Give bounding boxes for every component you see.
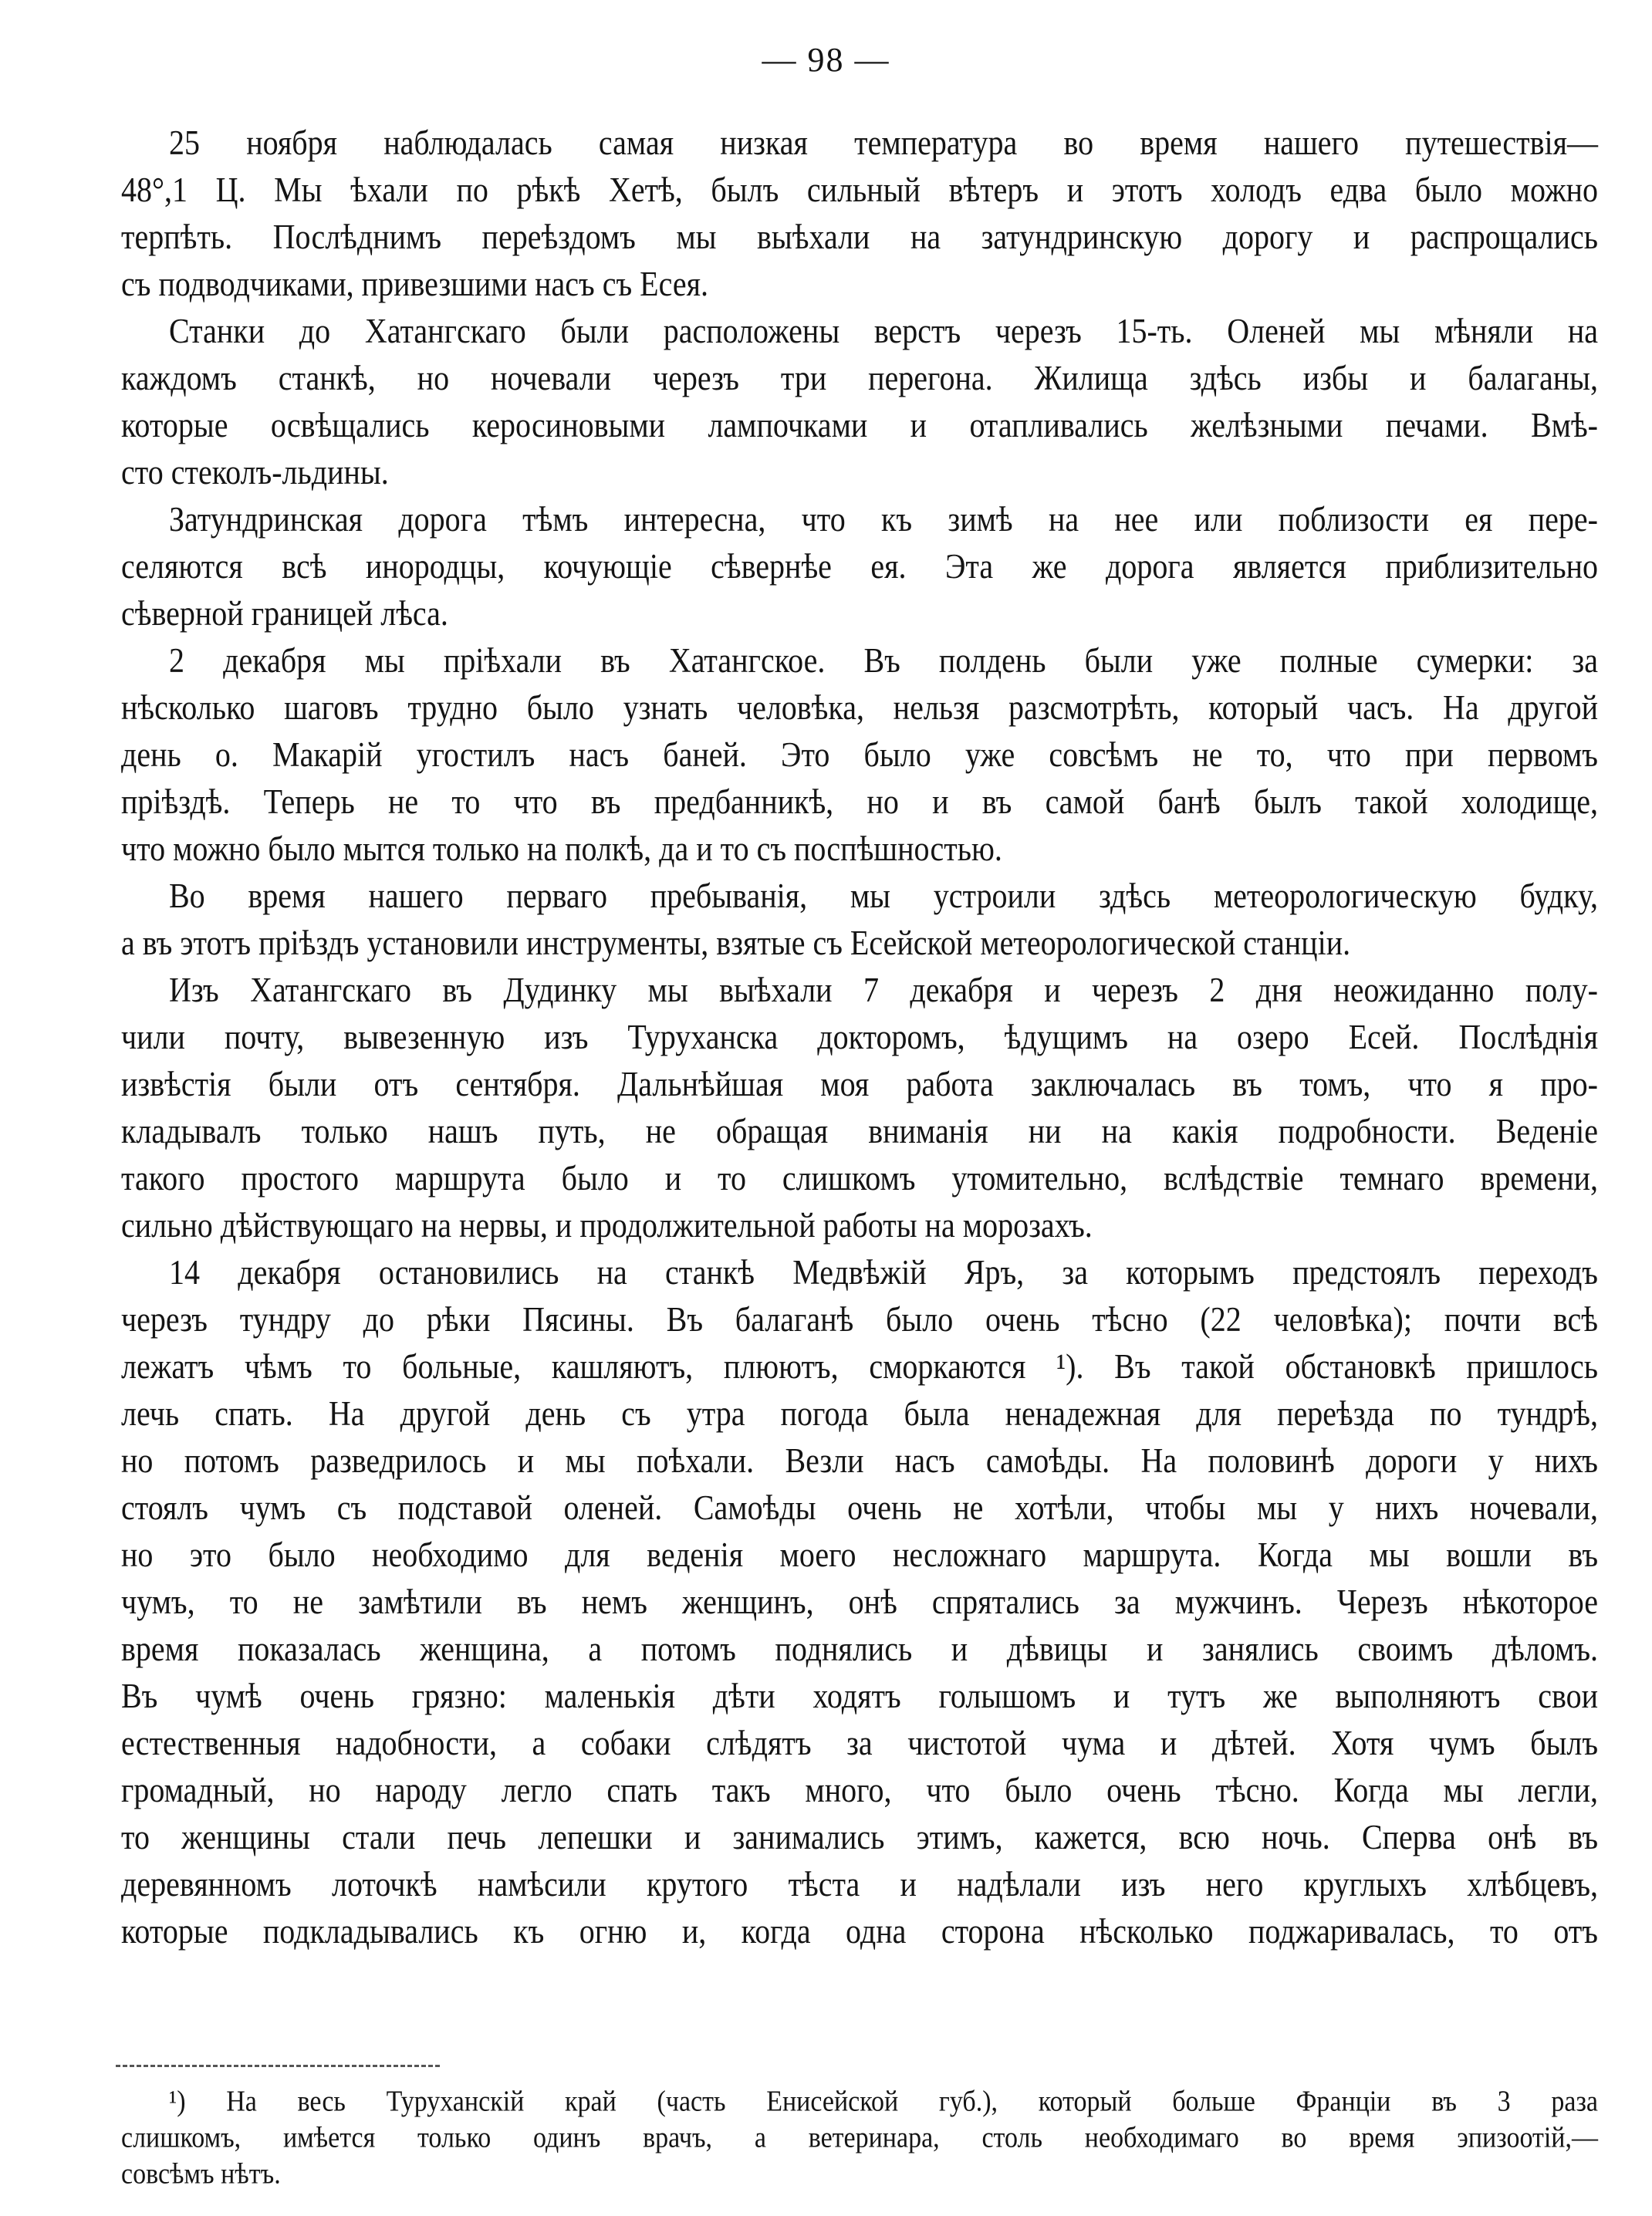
text-line: Въ чумѣ очень грязно: маленькія дѣти ходятъ голышомъ и тутъ же выполняютъ свои (121, 1675, 1598, 1716)
paragraph (121, 872, 1598, 966)
footnote-line: слишкомъ, имѣется только одинъ врачъ, а ветеринара, столь необходимаго во время эпизоотій,— (121, 2121, 1598, 2154)
text-line: лежатъ чѣмъ то больные, кашляютъ, плюютъ, сморкаются ¹). Въ такой обстановкѣ пришлось (121, 1346, 1598, 1387)
text-line: пріѣздѣ. Теперь не то что въ предбанникѣ, но и въ самой банѣ былъ такой холодище, (121, 781, 1598, 822)
paragraph (121, 119, 1598, 307)
text-line: такого простого маршрута было и то слишкомъ утомительно, вслѣдствіе темнаго времени, (121, 1157, 1598, 1198)
page-number: — 98 — (762, 41, 890, 79)
text-line: Во время нашего перваго пребыванія, мы устроили здѣсь метеорологическую будку, (169, 875, 1598, 916)
paragraph (121, 966, 1598, 1248)
text-line: но это было необходимо для веденія моего несложнаго маршрута. Когда мы вошли въ (121, 1534, 1598, 1575)
text-line: сѣверной границей лѣса. (121, 593, 448, 633)
footnote-line: ¹) На весь Туруханскій край (часть Енисейской губ.), который больше Франціи въ 3 раза (169, 2085, 1598, 2118)
footnote-line: совсѣмъ нѣтъ. (121, 2157, 281, 2191)
text-line: черезъ тундру до рѣки Пясины. Въ балаганѣ было очень тѣсно (22 человѣка); почти всѣ (121, 1299, 1598, 1339)
text-line: а въ этотъ пріѣздъ установили инструменты, взятые съ Есейской метеорологической станціи. (121, 922, 1351, 963)
text-line: то женщины стали печь лепешки и занимались этимъ, кажется, всю ночь. Сперва онѣ въ (121, 1816, 1598, 1857)
text-line: деревянномъ лоточкѣ намѣсили крутого тѣста и надѣлали изъ него круглыхъ хлѣбцевъ, (121, 1863, 1598, 1904)
text-line: естественныя надобности, а собаки слѣдятъ за чистотой чума и дѣтей. Хотя чумъ былъ (121, 1722, 1598, 1763)
text-line: съ подводчиками, привезшими насъ съ Есея. (121, 263, 708, 304)
text-line: но потомъ разведрилось и мы поѣхали. Везли насъ самоѣды. На половинѣ дороги у нихъ (121, 1440, 1598, 1481)
text-line: кладывалъ только нашъ путь, не обращая вниманія ни на какія подробности. Веденіе (121, 1110, 1598, 1151)
footnote (121, 2083, 1598, 2192)
text-line: стоялъ чумъ съ подставой оленей. Самоѣды очень не хотѣли, чтобы мы у нихъ ночевали, (121, 1487, 1598, 1528)
text-line: сто стеколъ-льдины. (121, 451, 389, 492)
text-line: Изъ Хатангскаго въ Дудинку мы выѣхали 7 декабря и черезъ 2 дня неожиданно полу- (169, 969, 1598, 1010)
text-line: 14 декабря остановились на станкѣ Медвѣжій Яръ, за которымъ предстоялъ переходъ (169, 1252, 1598, 1292)
text-line: 2 декабря мы пріѣхали въ Хатангское. Въ полдень были уже полные сумерки: за (169, 640, 1598, 681)
paragraph (121, 495, 1598, 637)
text-line: чумъ, то не замѣтили въ немъ женщинъ, онѣ спрятались за мужчинъ. Черезъ нѣкоторое (121, 1581, 1598, 1622)
paragraph (121, 1248, 1598, 1954)
paragraph (121, 637, 1598, 872)
text-line: нѣсколько шаговъ трудно было узнать человѣка, нельзя разсмотрѣть, который часъ. На другой (121, 687, 1598, 728)
text-line: 48°,1 Ц. Мы ѣхали по рѣкѣ Хетѣ, былъ сильный вѣтеръ и этотъ холодъ едва было можно (121, 169, 1598, 210)
text-line: терпѣть. Послѣднимъ переѣздомъ мы выѣхали на затундринскую дорогу и распрощались (121, 216, 1598, 257)
text-line: которые подкладывались къ огню и, когда одна сторона нѣсколько поджаривалась, то отъ (121, 1910, 1598, 1951)
text-line: которые освѣщались керосиновыми лампочками и отапливались желѣзными печами. Вмѣ- (121, 404, 1598, 445)
text-line: сильно дѣйствующаго на нервы, и продолжительной работы на морозахъ. (121, 1204, 1093, 1245)
text-line: что можно было мытся только на полкѣ, да и то съ поспѣшностью. (121, 828, 1002, 869)
text-line: каждомъ станкѣ, но ночевали черезъ три перегона. Жилища здѣсь избы и балаганы, (121, 357, 1598, 398)
text-line: 25 ноября наблюдалась самая низкая температура во время нашего путешествія— (169, 122, 1598, 163)
text-line: Затундринская дорога тѣмъ интересна, что къ зимѣ на нее или поблизости ея пере- (169, 498, 1598, 539)
footnote-separator (116, 2065, 440, 2067)
text-line: лечь спать. На другой день съ утра погода была ненадежная для переѣзда по тундрѣ, (121, 1393, 1598, 1434)
text-line: селяются всѣ инородцы, кочующіе сѣвернѣе ея. Эта же дорога является приблизительно (121, 546, 1598, 586)
text-line: громадный, но народу легло спать такъ много, что было очень тѣсно. Когда мы легли, (121, 1769, 1598, 1810)
text-line: извѣстія были отъ сентября. Дальнѣйшая моя работа заключалась въ томъ, что я про- (121, 1063, 1598, 1104)
text-line: чили почту, вывезенную изъ Туруханска докторомъ, ѣдущимъ на озеро Есей. Послѣднія (121, 1016, 1598, 1057)
text-line: день о. Макарій угостилъ насъ баней. Это было уже совсѣмъ не то, что при первомъ (121, 734, 1598, 775)
text-line: время показалась женщина, а потомъ поднялись и дѣвицы и занялись своимъ дѣломъ. (121, 1628, 1598, 1669)
text-line: Станки до Хатангскаго были расположены верстъ черезъ 15-ть. Оленей мы мѣняли на (169, 310, 1598, 351)
body-text (121, 119, 1598, 1954)
paragraph (121, 307, 1598, 495)
